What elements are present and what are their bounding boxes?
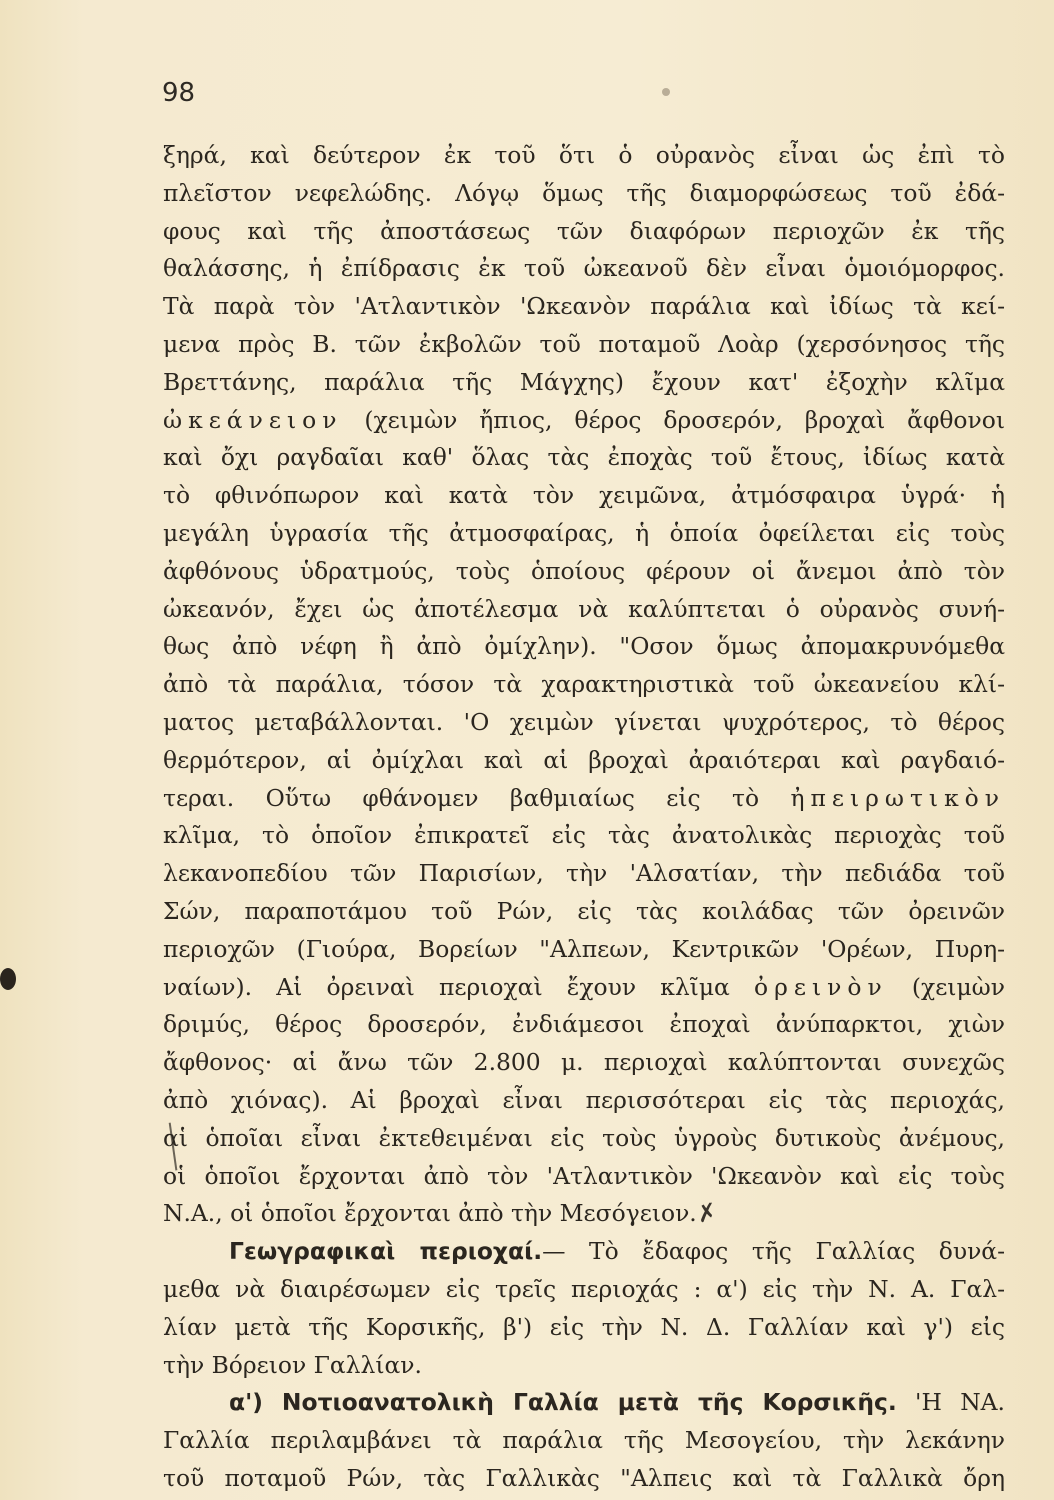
text-line: ἀπὸ χιόνας). Αἱ βροχαὶ εἶναι περισσότεραι εἰς τὰς περιοχάς, [163, 1085, 1005, 1114]
text-line: μενα πρὸς Β. τῶν ἐκβολῶν τοῦ ποταμοῦ Λοὰρ (χερσόνησος τῆς [163, 329, 1005, 358]
spaced-term: ἠπειρωτικὸν [790, 783, 1005, 812]
text-line: θερμότερον, αἱ ὀμίχλαι καὶ αἱ βροχαὶ ἀραιότεραι καὶ ραγδαιό- [163, 745, 1005, 774]
text-run: — Τὸ ἔδαφος τῆς Γαλλίας δυνά- [542, 1237, 1005, 1266]
text-line: μεθα νὰ διαιρέσωμεν εἰς τρεῖς περιοχάς : α') εἰς τὴν Ν. Α. Γαλ- [163, 1274, 1005, 1303]
text-line: φους καὶ τῆς ἀποστάσεως τῶν διαφόρων περιοχῶν ἐκ τῆς [163, 216, 1005, 245]
text-line [163, 780, 1005, 818]
text-run: (χειμὼν ἤπιος, θέρος δροσερόν, βροχαὶ ἄφθονοι [342, 405, 1005, 434]
text-line: θαλάσσης, ἡ ἐπίδρασις ἐκ τοῦ ὠκεανοῦ δὲν εἶναι ὁμοιόμορφος. [163, 254, 1005, 283]
text-line [163, 969, 1005, 1007]
spaced-term: ὀρεινὸν [754, 972, 888, 1001]
text-run: τεραι. Οὕτω φθάνομεν βαθμιαίως εἰς τὸ [163, 783, 791, 812]
text-line: ὠκεανόν, ἔχει ὡς ἀποτέλεσμα νὰ καλύπτεται ὁ οὐρανὸς συνή- [163, 594, 1005, 623]
text-line: ἀφθόνους ὑδρατμούς, τοὺς ὁποίους φέρουν οἱ ἄνεμοι ἀπὸ τὸν [163, 556, 1005, 585]
text-line: δριμύς, θέρος δροσερόν, ἐνδιάμεσοι ἐποχαὶ ἀνύπαρκτοι, χιὼν [163, 1010, 1005, 1039]
text-line: καὶ ὄχι ραγδαῖαι καθ' ὅλας τὰς ἐποχὰς τοῦ ἔτους, ἰδίως κατὰ [163, 443, 1005, 472]
text-line: ματος μεταβάλλονται. 'Ο χειμὼν γίνεται ψυχρότερος, τὸ θέρος [163, 707, 1005, 736]
text-line: οἱ ὁποῖοι ἔρχονται ἀπὸ τὸν 'Ατλαντικὸν 'Ωκεανὸν καὶ εἰς τοὺς [163, 1161, 1005, 1190]
text-line: τὴν Βόρειον Γαλλίαν. [163, 1350, 422, 1379]
pencil-x-mark: ✗ [693, 1197, 720, 1230]
text-line: τοῦ ποταμοῦ Ρών, τὰς Γαλλικὰς "Αλπεις καὶ τὰ Γαλλικὰ ὄρη [163, 1463, 1005, 1492]
text-line [163, 1195, 1005, 1233]
text-line: μεγάλη ὑγρασία τῆς ἀτμοσφαίρας, ἡ ὁποία ὀφείλεται εἰς τοὺς [163, 518, 1005, 547]
section-heading: Γεωγραφικαὶ περιοχαί. [229, 1237, 543, 1266]
text-line: Σών, παραποτάμου τοῦ Ρών, εἰς τὰς κοιλάδας τῶν ὀρεινῶν [163, 896, 1005, 925]
text-line: περιοχῶν (Γιούρα, Βορείων "Αλπεων, Κεντρικῶν 'Ορέων, Πυρη- [163, 934, 1005, 963]
text-line: ἄφθονος· αἱ ἄνω τῶν 2.800 μ. περιοχαὶ καλύπτονται συνεχῶς [163, 1048, 1005, 1077]
text-run: 'Η ΝΑ. [896, 1388, 1005, 1417]
ink-smudge [662, 88, 670, 96]
text-run: Ν.Α., οἱ ὁποῖοι ἔρχονται ἀπὸ τὴν Μεσόγειον. [163, 1199, 697, 1228]
text-line: λίαν μετὰ τῆς Κορσικῆς, β') εἰς τὴν Ν. Δ. Γαλλίαν καὶ γ') εἰς [163, 1312, 1005, 1341]
page-number: 98 [162, 78, 196, 108]
subsection-heading: α') Νοτιοανατολικὴ Γαλλία μετὰ τῆς Κορσικῆς. [229, 1388, 897, 1417]
text-line: λεκανοπεδίου τῶν Παρισίων, τὴν 'Αλσατίαν, τὴν πεδιάδα τοῦ [163, 859, 1005, 888]
text-line: ἀπὸ τὰ παράλια, τόσον τὰ χαρακτηριστικὰ τοῦ ὠκεανείου κλί- [163, 670, 1005, 699]
text-line [163, 1233, 1005, 1271]
text-run: (χειμὼν [887, 972, 1005, 1001]
text-line [163, 402, 1005, 440]
text-line: Τὰ παρὰ τὸν 'Ατλαντικὸν 'Ωκεανὸν παράλια καὶ ἰδίως τὰ κεί- [163, 292, 1005, 321]
text-line: πλεῖστον νεφελώδης. Λόγῳ ὅμως τῆς διαμορφώσεως τοῦ ἐδά- [163, 178, 1005, 207]
text-line: κλῖμα, τὸ ὁποῖον ἐπικρατεῖ εἰς τὰς ἀνατολικὰς περιοχὰς τοῦ [163, 821, 1005, 850]
text-line: αἱ ὁποῖαι εἶναι ἐκτεθειμέναι εἰς τοὺς ὑγροὺς δυτικοὺς ἀνέμους, [163, 1123, 1005, 1152]
text-line: Γαλλία περιλαμβάνει τὰ παράλια τῆς Μεσογείου, τὴν λεκάνην [163, 1426, 1005, 1455]
text-line [163, 1384, 1005, 1422]
text-run: ναίων). Αἱ ὀρειναὶ περιοχαὶ ἔχουν κλῖμα [163, 972, 755, 1001]
text-line: ξηρά, καὶ δεύτερον ἐκ τοῦ ὅτι ὁ οὐρανὸς εἶναι ὡς ἐπὶ τὸ [163, 141, 1005, 169]
text-line: Βρεττάνης, παράλια τῆς Μάγχης) ἔχουν κατ' ἐξοχὴν κλῖμα [163, 367, 1005, 396]
ink-blot [0, 968, 16, 990]
spaced-term: ὠκεάνειον [163, 405, 343, 434]
text-line: θως ἀπὸ νέφη ἢ ἀπὸ ὀμίχλην). "Οσον ὅμως ἀπομακρυνόμεθα [163, 632, 1005, 661]
text-line: τὸ φθινόπωρον καὶ κατὰ τὸν χειμῶνα, ἀτμόσφαιρα ὑγρά· ἡ [163, 481, 1005, 510]
body-text [163, 137, 1005, 1498]
